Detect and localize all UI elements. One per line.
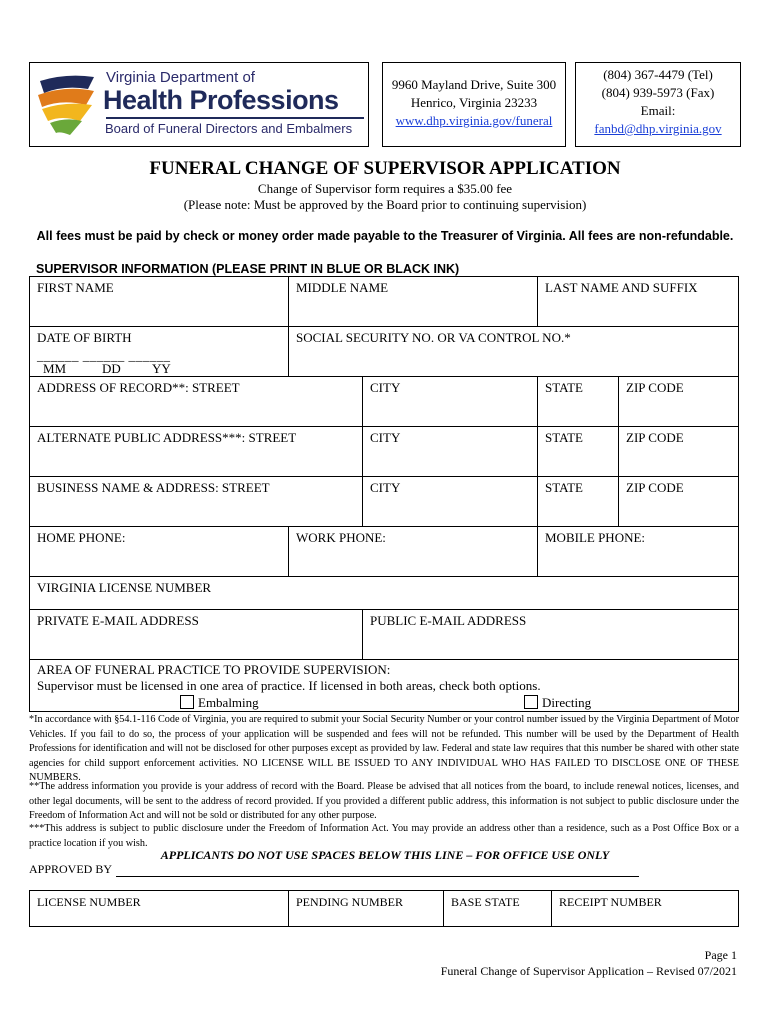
- work-phone-field[interactable]: [288, 526, 538, 577]
- virginia-license-number-field[interactable]: [29, 576, 739, 610]
- business-address-street-field[interactable]: [29, 476, 363, 527]
- dob-blanks: ______ ______ ______: [37, 348, 171, 363]
- private-email-field[interactable]: [29, 609, 363, 660]
- zip-label: ZIP CODE: [626, 380, 684, 395]
- ssn-field[interactable]: [288, 326, 739, 377]
- first-name-label: FIRST NAME: [37, 280, 114, 295]
- middle-name-label: MIDDLE NAME: [296, 280, 389, 295]
- alternate-address-state-field[interactable]: [537, 426, 619, 477]
- home-phone-label: HOME PHONE:: [37, 530, 126, 545]
- agency-address-box: [382, 62, 566, 147]
- last-name-label: LAST NAME AND SUFFIX: [545, 280, 698, 295]
- ssn-label: SOCIAL SECURITY NO. OR VA CONTROL NO.*: [296, 330, 571, 345]
- address-of-record-state-field[interactable]: [537, 376, 619, 427]
- mobile-phone-label: MOBILE PHONE:: [545, 530, 646, 545]
- pending-number-label: PENDING NUMBER: [296, 895, 404, 909]
- private-email-label: PRIVATE E-MAIL ADDRESS: [37, 613, 199, 628]
- fax: (804) 939-5973 (Fax): [601, 85, 715, 100]
- office-license-number-label: LICENSE NUMBER: [37, 895, 141, 909]
- mobile-phone-field[interactable]: [537, 526, 739, 577]
- address-of-record-zip-field[interactable]: [618, 376, 739, 427]
- area-of-practice-title: AREA OF FUNERAL PRACTICE TO PROVIDE SUPERVISION:: [37, 662, 391, 677]
- date-of-birth-field[interactable]: [29, 326, 289, 377]
- dhp-logo-icon: [36, 71, 98, 137]
- address-line2: Henrico, Virginia 23233: [410, 95, 538, 110]
- alternate-address-street-field[interactable]: [29, 426, 363, 477]
- ssn-footnote: *In accordance with §54.1-116 Code of Virginia, you are required to submit your Social Security Number or your control number issued by the Virginia Department of Motor Vehicles. If you fail to do so, the process of your application will be suspended and fees will not be refunded. This number will be used by the Department of Health Professions for identification and will not be disclosed for other purposes except as provided by law. Federal and state law requires that this number be shared with other state agencies for child support enforcement activities. NO LICENSE WILL BE ISSUED TO ANY INDIVIDUAL WHO HAS FAILED TO DISCLOSE ONE OF THESE NUMBERS.: [29, 714, 739, 783]
- form-revision: Funeral Change of Supervisor Application – Revised 07/2021: [440, 964, 737, 978]
- first-name-field[interactable]: [29, 276, 289, 327]
- business-address-state-field[interactable]: [537, 476, 619, 527]
- address-of-record-street-field[interactable]: [29, 376, 363, 427]
- approved-by-line[interactable]: [116, 876, 639, 877]
- home-phone-field[interactable]: [29, 526, 289, 577]
- zip-label: ZIP CODE: [626, 430, 684, 445]
- state-label: STATE: [545, 430, 583, 445]
- fees-notice: All fees must be paid by check or money order made payable to the Treasurer of Virginia. All fees are non-refundable.: [36, 229, 734, 243]
- business-address-label: BUSINESS NAME & ADDRESS: STREET: [37, 480, 270, 495]
- city-label: CITY: [370, 480, 401, 495]
- alternate-address-city-field[interactable]: [362, 426, 538, 477]
- agency-contact-box: [575, 62, 741, 147]
- base-state-field[interactable]: [443, 890, 552, 927]
- business-address-city-field[interactable]: [362, 476, 538, 527]
- address-footnote: **The address information you provide is your address of record with the Board. Please be advised that all notices from the board, to include renewal notices, licenses, and other legal documents, will be sent to the address of record provided. If you provided a different public address, this information is not subject to public disclosure under the Freedom of Information Act and will not be sold or distributed for any other purpose.: [29, 781, 739, 821]
- public-address-footnote: ***This address is subject to public disclosure under the Freedom of Information Act. You may provide an address other than a residence, such as a Post Office Box or a practice location if you wish.: [29, 823, 739, 849]
- approval-subtitle: (Please note: Must be approved by the Board prior to continuing supervision): [183, 197, 587, 212]
- state-label: STATE: [545, 480, 583, 495]
- embalming-option[interactable]: [180, 695, 259, 711]
- address-line1: 9960 Mayland Drive, Suite 300: [391, 77, 557, 92]
- middle-name-field[interactable]: [288, 276, 538, 327]
- zip-label: ZIP CODE: [626, 480, 684, 495]
- directing-option[interactable]: [524, 695, 591, 711]
- city-label: CITY: [370, 430, 401, 445]
- office-use-heading: APPLICANTS DO NOT USE SPACES BELOW THIS LINE – FOR OFFICE USE ONLY: [160, 848, 610, 862]
- receipt-number-field[interactable]: [551, 890, 739, 927]
- area-of-practice-section: [29, 659, 739, 712]
- business-address-zip-field[interactable]: [618, 476, 739, 527]
- dob-yy-label: YY: [152, 361, 171, 376]
- office-license-number-field[interactable]: [29, 890, 289, 927]
- logo-line-board: Board of Funeral Directors and Embalmers: [105, 121, 353, 136]
- base-state-label: BASE STATE: [451, 895, 520, 909]
- directing-checkbox[interactable]: [524, 695, 538, 709]
- logo-line-agency: Health Professions: [103, 85, 339, 115]
- receipt-number-label: RECEIPT NUMBER: [559, 895, 662, 909]
- logo-line-department: Virginia Department of: [106, 69, 255, 86]
- license-number-label: VIRGINIA LICENSE NUMBER: [37, 580, 212, 595]
- embalming-checkbox[interactable]: [180, 695, 194, 709]
- state-label: STATE: [545, 380, 583, 395]
- embalming-label: Embalming: [198, 695, 259, 710]
- dob-label: DATE OF BIRTH: [37, 330, 132, 345]
- website-link[interactable]: www.dhp.virginia.gov/funeral: [395, 113, 553, 128]
- dob-dd-label: DD: [102, 361, 121, 376]
- city-label: CITY: [370, 380, 401, 395]
- pending-number-field[interactable]: [288, 890, 444, 927]
- work-phone-label: WORK PHONE:: [296, 530, 386, 545]
- page-title: FUNERAL CHANGE OF SUPERVISOR APPLICATION: [149, 158, 621, 179]
- email-label: Email:: [640, 103, 676, 118]
- address-of-record-label: ADDRESS OF RECORD**: STREET: [37, 380, 240, 395]
- area-of-practice-note: Supervisor must be licensed in one area of practice. If licensed in both areas, check both options.: [37, 678, 541, 693]
- public-email-field[interactable]: [362, 609, 739, 660]
- fee-subtitle: Change of Supervisor form requires a $35.00 fee: [257, 181, 513, 196]
- alternate-address-zip-field[interactable]: [618, 426, 739, 477]
- page-number: Page 1: [704, 948, 737, 962]
- logo-divider: [106, 117, 364, 119]
- approved-by-label: APPROVED BY: [29, 862, 113, 876]
- agency-logo-box: [29, 62, 369, 147]
- alternate-address-label: ALTERNATE PUBLIC ADDRESS***: STREET: [37, 430, 297, 445]
- telephone: (804) 367-4479 (Tel): [603, 67, 713, 82]
- dob-mm-label: MM: [43, 361, 67, 376]
- last-name-field[interactable]: [537, 276, 739, 327]
- directing-label: Directing: [542, 695, 592, 710]
- public-email-label: PUBLIC E-MAIL ADDRESS: [370, 613, 527, 628]
- section-header: SUPERVISOR INFORMATION (PLEASE PRINT IN BLUE OR BLACK INK): [36, 262, 460, 276]
- email-link[interactable]: fanbd@dhp.virginia.gov: [594, 121, 722, 136]
- address-of-record-city-field[interactable]: [362, 376, 538, 427]
